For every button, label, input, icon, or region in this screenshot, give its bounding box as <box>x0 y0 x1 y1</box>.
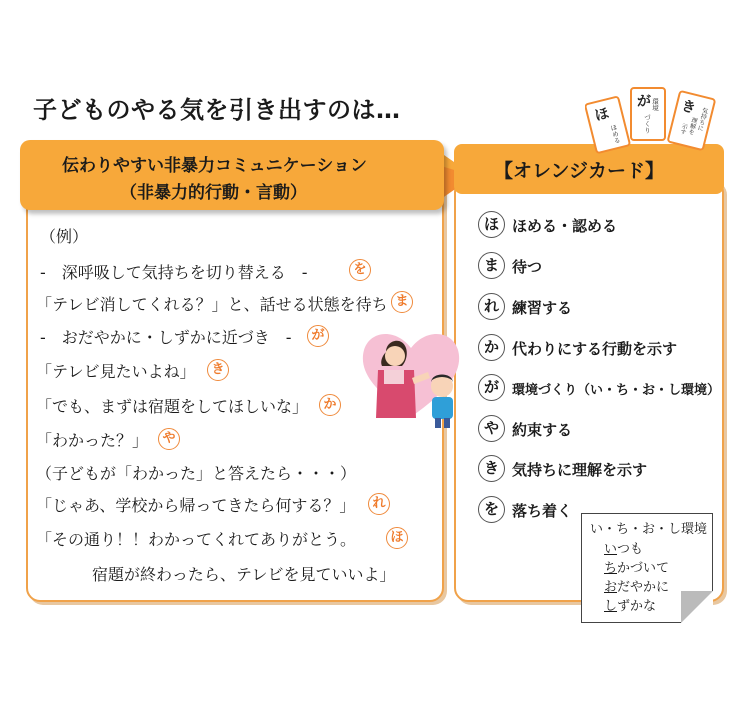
example-line-5: 「でも、まずは宿題をしてほしいな」 <box>36 397 309 416</box>
example-badge-8: れ <box>368 493 390 515</box>
example-badge-2: ま <box>391 291 413 313</box>
orange-card-title: 【オレンジカード】 <box>494 160 665 182</box>
example-line-1: - 深呼吸して気持ちを切り替える - <box>40 263 308 282</box>
card-text-1: ほめる・認める <box>512 217 618 235</box>
card-kana-6: や <box>478 415 505 442</box>
example-badge-1: を <box>349 259 371 281</box>
example-line-8: 「じゃあ、学校から帰ってきたら何する？」 <box>36 496 356 515</box>
card-kana-2: ま <box>478 252 505 279</box>
banner-subtitle: （非暴力的行動・言動） <box>120 183 307 203</box>
card-kana-5: が <box>478 374 505 401</box>
card-text-ki: 気持ちに <box>695 106 709 132</box>
card-text-7: 気持ちに理解を示す <box>512 461 648 479</box>
note-item-4: しずかな <box>604 599 657 614</box>
note-item-2: ちかづいて <box>604 561 670 576</box>
example-line-2: 「テレビ消してくれる？」と、話せる状態を待ち <box>36 295 388 314</box>
note-fold-corner <box>681 591 713 623</box>
card-text-ho: ほめる <box>608 123 622 145</box>
card-text-2: 待つ <box>512 258 543 276</box>
example-badge-9: ほ <box>386 527 408 549</box>
card-text-8: 落ち着く <box>512 502 573 520</box>
banner-title: 伝わりやすい非暴力コミュニケーション <box>62 156 367 176</box>
example-badge-3: が <box>307 325 329 347</box>
card-text-3: 練習する <box>512 299 573 317</box>
orange-cards-illustration <box>585 82 720 162</box>
card-kana-4: か <box>478 334 505 361</box>
card-text-ga2: づくり <box>643 114 651 134</box>
example-line-10: 宿題が終わったら、テレビを見ていいよ」 <box>92 565 396 584</box>
card-kana-3: れ <box>478 293 505 320</box>
card-text-ki3: 示す <box>678 122 689 136</box>
example-badge-5: か <box>319 394 341 416</box>
example-line-7: （子どもが「わかった」と答えたら・・・） <box>36 464 357 483</box>
note-title: い・ち・お・し環境 <box>590 522 708 537</box>
card-kana-ho: ほ <box>593 105 611 125</box>
example-line-3: - おだやかに・しずかに近づき - <box>40 328 292 347</box>
ichioshi-note <box>581 513 713 623</box>
parent-child-illustration <box>356 322 466 432</box>
example-line-6: 「わかった？」 <box>36 431 149 450</box>
example-label: （例） <box>40 227 89 246</box>
card-kana-ga: が <box>637 94 651 110</box>
example-badge-6: や <box>158 428 180 450</box>
example-line-9: 「その通り！！わかってくれてありがとう。 <box>36 530 357 549</box>
card-text-4: 代わりにする行動を示す <box>512 340 678 358</box>
non-violent-communication-banner <box>20 140 444 210</box>
card-text-ki2: 理解を <box>686 116 698 136</box>
card-kana-ki: き <box>679 97 698 117</box>
card-text-ga: 環境 <box>651 98 659 111</box>
note-item-3: おだやかに <box>604 580 670 595</box>
example-badge-4: き <box>207 359 229 381</box>
card-text-5: 環境づくり（い・ち・お・し環境） <box>512 383 721 398</box>
card-kana-7: き <box>478 455 505 482</box>
card-kana-1: ほ <box>478 211 505 238</box>
example-line-4: 「テレビ見たいよね」 <box>36 362 196 381</box>
card-text-6: 約束する <box>512 421 573 439</box>
card-kana-8: を <box>478 496 505 523</box>
page-title: 子どものやる気を引き出すのは… <box>33 96 401 124</box>
note-item-1: いつも <box>604 542 644 557</box>
